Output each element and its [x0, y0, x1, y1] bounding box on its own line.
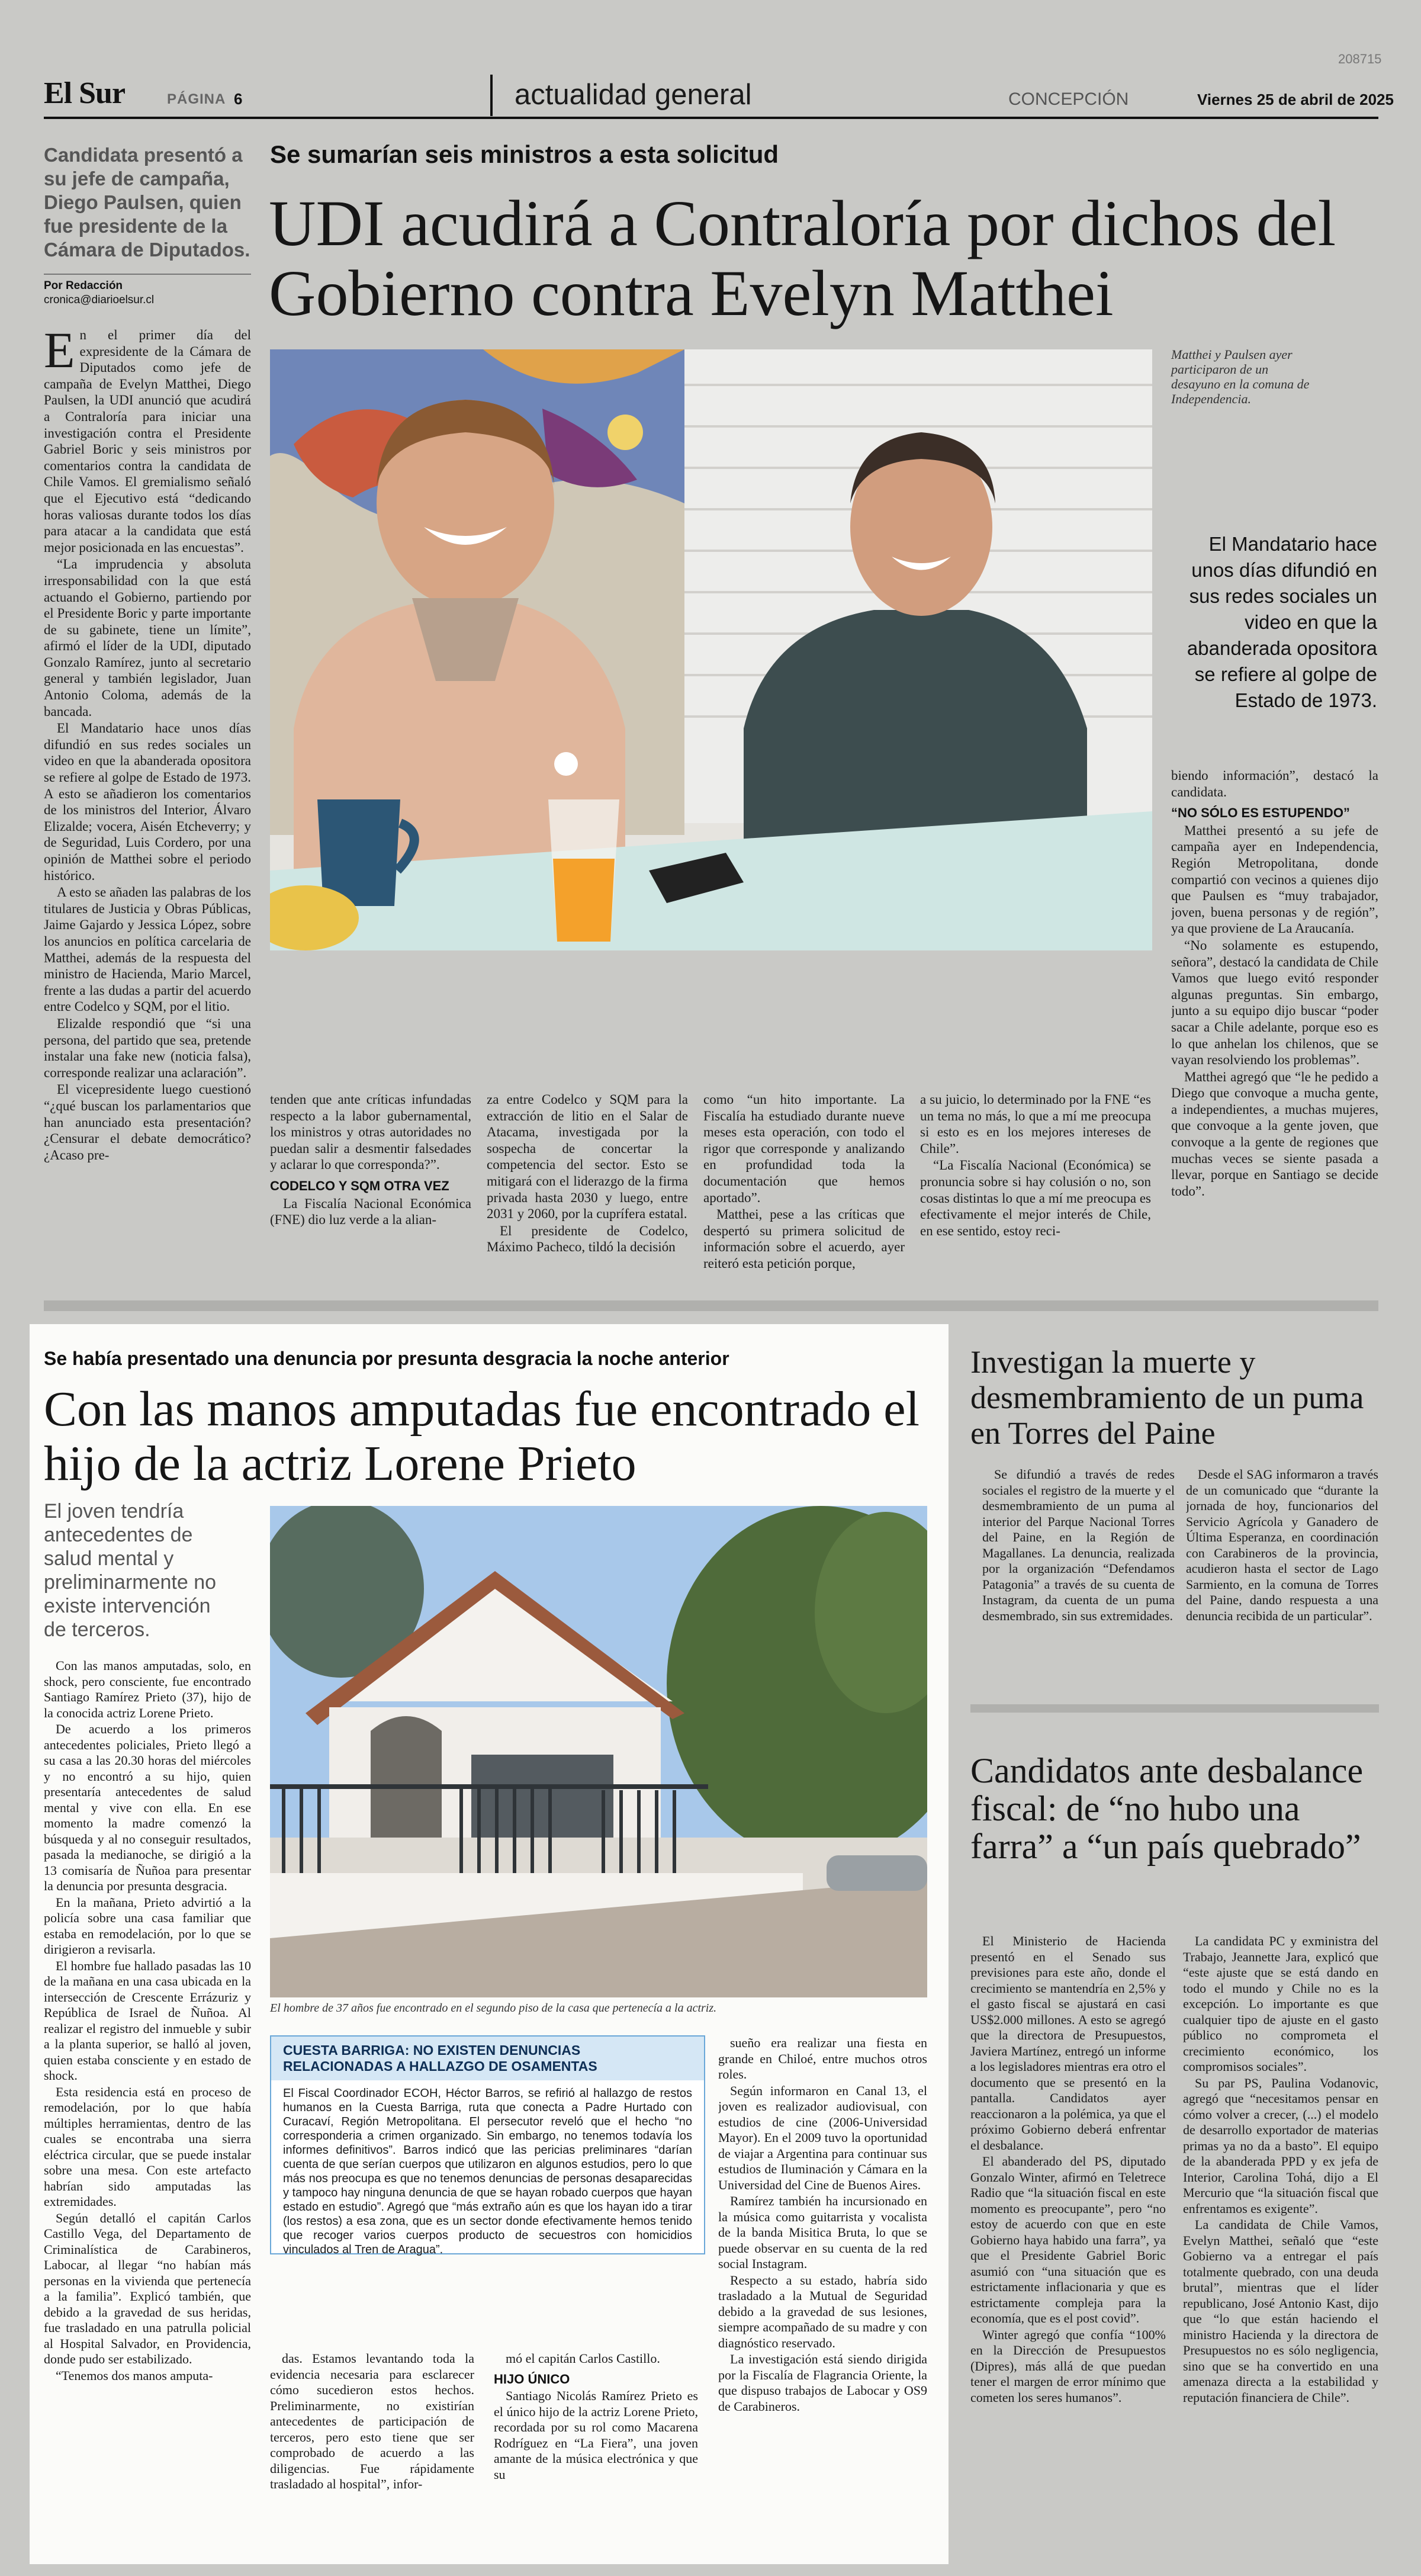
- paragraph: “No solamente es estupendo, señora”, destacó la candidata de Chile Vamos que luego evitó responder algunas preguntas. Sin embargo, junto a su equipo dijo buscar “poder sacar a Chile adelante, porque eso es lo que anhelan los chilenos, que se vayan resolviendo los problemas”.: [1171, 937, 1378, 1068]
- paragraph: Matthei agregó que “le he pedido a Diego que convoque a mucha gente, a independientes, a muchas mujeres, que convoque a la gente joven, que convoque a la gente de regiones que muchas veces se siente pasada a llevar, porque en Santiago se decide todo”.: [1171, 1069, 1378, 1199]
- article1-column-6: [1171, 767, 1378, 1308]
- cuesta-barriga-box: [270, 2035, 705, 2254]
- article4-column-2: [1183, 1933, 1378, 2552]
- matthei-paulsen-photo: [270, 349, 1152, 950]
- paragraph: Esta residencia está en proceso de remodelación, por lo que había múltiples herramientas, dentro de las cuales se encontraba una sierra eléctrica circular, que se puede instalar sobre una mesa. Con este artefacto habrían sido amputadas las extremidades.: [44, 2084, 251, 2209]
- paragraph: El Ministerio de Hacienda presentó en el Senado sus previsiones para este año, donde el crecimiento se mantendría en 2,5% y el gasto fiscal se ajustará en casi US$2.000 millones. A esto se agregó que la directora de Presupuestos, Javiera Martínez, entregó un informe a los legisladores mientras era otro el documento que se presentó en la pantalla. Candidatos ayer reaccionaron a la polémica, ya que el próximo Gobierno deberá enfrentar el desbalance.: [970, 1933, 1166, 2153]
- article3-headline: Investigan la muerte y desmembramiento de un puma en Torres del Paine: [970, 1344, 1364, 1451]
- city: CONCEPCIÓN: [1008, 89, 1129, 109]
- article2-photo-caption: El hombre de 37 años fue encontrado en el segundo piso de la casa que pertenecía a la actriz.: [270, 2002, 717, 2015]
- dropcap: E: [44, 327, 75, 378]
- article4-headline: Candidatos ante desbalance fiscal: de “no hubo una farra” a “un país quebrado”: [970, 1751, 1364, 1866]
- paragraph: El presidente de Codelco, Máximo Pacheco, tildó la decisión: [487, 1223, 688, 1255]
- paragraph: Respecto a su estado, habría sido trasladado a la Mutual de Seguridad debido a la gravedad de sus lesiones, siempre acompañado de su madre y con diagnóstico reservado.: [718, 2272, 927, 2350]
- paragraph: En la mañana, Prieto advirtió a la policía sobre una casa familiar que estaba en remodelación, por lo que se dirigieron a revisarla.: [44, 1894, 251, 1957]
- paper-name: El Sur: [44, 76, 126, 110]
- article1-headline: UDI acudirá a Contraloría por dichos del Gobierno contra Evelyn Matthei: [269, 187, 1336, 329]
- paragraph: Ramírez también ha incursionado en la música como guitarrista y vocalista de la banda Misitica Bruta, lo que se puede observar en su cuenta de la red social Instagram.: [718, 2193, 927, 2271]
- subhead: CODELCO Y SQM OTRA VEZ: [270, 1178, 449, 1193]
- paragraph: “La Fiscalía Nacional (Económica) se pronuncia sobre si hay colusión o no, son cosas distintas lo que a mí me preocupa es efectivamente el mejor interés de Chile, en ese sentido, estoy reci-: [920, 1158, 1151, 1238]
- paragraph: das. Estamos levantando toda la evidencia necesaria para esclarecer cómo sucedieron estos hechos. Preliminarmente, no existirían antecedentes de participación de terceros, pero esto tiene que ser comprobado de acuerdo a las diligencias. Fue rápidamente trasladado al hospital”, infor-: [270, 2351, 474, 2491]
- article3-column-2: [1186, 1467, 1378, 1692]
- article1-pull-quote: El Mandatario hace unos días difundió en sus redes sociales un video en que la abanderada opositora se refiere al golpe de Estado de 1973.: [1187, 533, 1377, 711]
- paragraph: La candidata PC y exministra del Trabajo, Jeannette Jara, explicó que “este ajuste que se está dando en todo el mundo y Chile no es la excepción. Lo importante es que cualquier tipo de ajuste en el gasto público no comprometa el crecimiento económico, los compromisos sociales”.: [1183, 1933, 1378, 2074]
- page-label: PÁGINA: [167, 91, 226, 107]
- paragraph: De acuerdo a los primeros antecedentes policiales, Prieto llegó a su casa a las 20.30 horas del miércoles y no encontró a su hijo, quien presentaría antecedentes de salud mental y vive con ella. En ese momento la madre comenzó la búsqueda y al no conseguir resultados, pasada la medianoche, se dirigió a la 13 comisaría de Ñuñoa para presentar la denuncia por presunta desgracia.: [44, 1721, 251, 1893]
- paragraph: Winter agregó que confía “100% en la Dirección de Presupuestos (Dipres), más allá de que puedan tener el margen de error mínimo que cometen los seres humanos”.: [970, 2327, 1166, 2405]
- paragraph: Desde el SAG informaron a través de un comunicado que “durante la jornada de hoy, funcionarios del Servicio Agrícola y Ganadero de Última Esperanza, en coordinación con Carabineros de la provincia, acudieron hasta el sector de Lago Sarmiento, en la comuna de Torres del Paine, dando respuesta a una denuncia recibida de un particular”.: [1186, 1467, 1378, 1623]
- article2-column-4: [718, 2035, 927, 2552]
- box-title: CUESTA BARRIGA: NO EXISTEN DENUNCIAS RELACIONADAS A HALLAZGO DE OSAMENTAS: [271, 2037, 704, 2080]
- subhead: HIJO ÚNICO: [494, 2371, 570, 2387]
- paragraph: Matthei, pese a las críticas que despertó su primera solicitud de información sobre el acuerdo, ayer reiteró esta petición porque,: [703, 1207, 905, 1271]
- article3-separator: [970, 1704, 1379, 1713]
- subhead: “NO SÓLO ES ESTUPENDO”: [1171, 805, 1350, 821]
- paragraph: El vicepresidente luego cuestionó “¿qué buscan los parlamentarios que han anunciado esta presentación? ¿Censurar el debate democrático? ¿Acaso pre-: [44, 1082, 251, 1162]
- page-number: 6: [234, 90, 243, 108]
- article1-column-5: [920, 1091, 1151, 1308]
- paragraph: sueño era realizar una fiesta en grande en Chiloé, entre muchos otros roles.: [718, 2035, 927, 2082]
- article1-kicker: Se sumarían seis ministros a esta solicitud: [270, 140, 779, 168]
- article2-column-3: [494, 2351, 698, 2552]
- paragraph: Santiago Nicolás Ramírez Prieto es el único hijo de la actriz Lorene Prieto, recordada por su rol como Macarena Rodríguez en “La Fiera”, una joven amante de la música electrónica y que su: [494, 2388, 698, 2482]
- paragraph: La investigación está siendo dirigida por la Fiscalía de Flagrancia Oriente, la que dispuso trabajos de Labocar y OS9 de Carabineros.: [718, 2352, 927, 2414]
- paragraph: Su par PS, Paulina Vodanovic, agregó que “necesitamos pensar en cómo volver a crecer, (...) el modelo de desarrollo exportador de materias primas ya no da a basto”. El equipo de la abanderada PPD y ex jefa de Interior, Carolina Tohá, dijo a El Mercurio que “la situación fiscal que enfrentamos es exigente”.: [1183, 2075, 1378, 2216]
- byline-email: cronica@diarioelsur.cl: [44, 294, 155, 306]
- paragraph: “Tenemos dos manos amputa-: [56, 2368, 213, 2383]
- header-rule: [44, 117, 1378, 119]
- paragraph: A esto se añaden las palabras de los titulares de Justicia y Obras Públicas, Jaime Gajardo y Jessica López, sobre los anuncios en política carcelaria de Matthei, además de la respuesta del ministro de Hacienda, Mario Marcel, frente a las dudas a partir del acuerdo entre Codelco y SQM, por el litio.: [44, 885, 251, 1014]
- paragraph: La Fiscalía Nacional Económica (FNE) dio luz verde a la alian-: [270, 1196, 471, 1228]
- article2-kicker: Se había presentado una denuncia por presunta desgracia la noche anterior: [44, 1348, 729, 1369]
- page-code: 208715: [1338, 52, 1382, 66]
- article2-column-2: [270, 2351, 474, 2552]
- paragraph: Según detalló el capitán Carlos Castillo Vega, del Departamento de Criminalística de Carabineros, Labocar, al llegar “no habían más personas en la vivienda que pertenecía a la familia”. Explicó también, que debido a la gravedad de sus heridas, fue trasladado en una patrulla policial al Hospital Salvador, en Providencia, donde pudo ser estabilizado.: [44, 2210, 251, 2366]
- paragraph: za entre Codelco y SQM para la extracción de litio en el Salar de Atacama, investigada por la sospecha de concertar la competencia del sector. Esto se mitigará con el liderazgo de la firma privada hasta 2030 y luego, entre 2031 y 2060, por la cuprífera estatal.: [487, 1092, 688, 1222]
- paragraph: como “un hito importante. La Fiscalía ha estudiado durante nueve meses esta operación, con todo el rigor que corresponde y analizando en profundidad toda la documentación que hemos aportado”.: [703, 1092, 905, 1205]
- byline: Por Redacción: [44, 280, 123, 292]
- paragraph: tenden que ante críticas infundadas respecto a la labor gubernamental, los ministros y otras autoridades no puedan salir a desmentir falsedades y aclarar lo que corresponda?”.: [270, 1092, 471, 1173]
- section-divider: [490, 75, 493, 116]
- paragraph: biendo información”, destacó la candidata.: [1171, 768, 1378, 799]
- paragraph: El Mandatario hace unos días difundió en sus redes sociales un video en que la abanderada opositora se refiere al golpe de Estado de 1973. A esto se añadieron los comentarios de los ministros del Interior, Álvaro Elizalde; vocera, Aisén Etcheverry; y de Seguridad, Luis Cordero, por una opinión de Matthei sobre el periodo histórico.: [44, 721, 251, 883]
- house-photo: [270, 1506, 927, 1997]
- byline-rule: [44, 274, 251, 275]
- article1-column-3: [487, 1091, 688, 1308]
- article1-sidebar-deck: Candidata presentó a su jefe de campaña, Diego Paulsen, quien fue presidente de la Cámara de Diputados.: [44, 144, 250, 261]
- paragraph: mó el capitán Carlos Castillo.: [506, 2351, 660, 2366]
- paragraph: Con las manos amputadas, solo, en shock, pero consciente, fue encontrado Santiago Ramírez Prieto (37), hijo de la conocida actriz Lorene Prieto.: [44, 1658, 251, 1720]
- paragraph: La candidata de Chile Vamos, Evelyn Matthei, señaló que “este Gobierno va a entregar el país totalmente quebrado, con una deuda brutal”, mientras que el líder republicano, José Antonio Kast, dijo que “lo que están haciendo el ministro Hacienda y la directora de Presupuestos no es sólo negligencia, sino que se ha convertido en una amenaza directa a la estabilidad y reputación financiera de Chile”.: [1183, 2217, 1378, 2405]
- section-name: actualidad general: [515, 79, 752, 111]
- box-body: El Fiscal Coordinador ECOH, Héctor Barros, se refirió al hallazgo de restos humanos en la Cuesta Barriga, ruta que conecta a Padre Hurtado con Curacaví, Región Metropolitana. El persecutor reveló que el hecho “no corresponderia a crimen organizado. Sin embargo, no tenemos todavía los informes definitivos”. Barros indicó que las pericias preliminares “darían cuenta de que serían cuerpos que utilizaron en algunos estudios, pero lo que más nos preocupa es que no tenemos denuncias de personas desaparecidas y tampoco hay ninguna denuncia de que se hayan robado cuerpos que hayan estado en estudio”. Agregó que “más extraño aún es que los hayan ido a tirar (los restos) a esa zona, que es un sector donde efectivamente hemos tenido que recoger varios cuerpos producto de secuestros con homicidios vinculados al Tren de Aragua”.: [283, 2087, 692, 2256]
- paragraph: “La imprudencia y absoluta irresponsabilidad con la que está actuando el Gobierno, partiendo por el Presidente Boric y parte importante de su gabinete, tiene un límite”, afirmó el líder de la UDI, diputado Gonzalo Ramírez, junto al secretario general y también legislador, Juan Antonio Coloma, además de la bancada.: [44, 557, 251, 719]
- article1-photo-caption: Matthei y Paulsen ayer participaron de un desayuno en la comuna de Independencia.: [1171, 347, 1310, 406]
- article1-column-4: [703, 1091, 905, 1308]
- paragraph: a su juicio, lo determinado por la FNE “es un tema no más, lo que a mí me preocupa si esto es en los mejores intereses de Chile”.: [920, 1092, 1151, 1156]
- paragraph: El abanderado del PS, diputado Gonzalo Winter, afirmó en Teletrece Radio que “la situación fiscal en este momento es preocupante”, pero “no estoy de acuerdo con que en este Gobierno haya habido una farra”, ya que el Presidente Gabriel Boric asumió con “una situación que es estrictamente inflacionaria y que es estrictamente compleja para la economía, que es el post covid”.: [970, 2154, 1166, 2326]
- paragraph: Matthei presentó a su jefe de campaña ayer en Independencia, Región Metropolitana, donde compartió con vecinos a quienes dijo que Paulsen es “muy trabajador, joven, buena personas y de región”, ya que proviene de La Araucanía.: [1171, 823, 1378, 936]
- article2-deck: El joven tendría antecedentes de salud mental y preliminarmente no existe intervención de terceros.: [44, 1500, 217, 1641]
- article1-column-2: [270, 1091, 471, 1308]
- article2-column-1: [44, 1658, 251, 2552]
- paragraph: Según informaron en Canal 13, el joven es realizador audiovisual, con estudios de cine (2006-Universidad Mayor). En el 2009 tuvo la oportunidad de viajar a Argentina para continuar sus estudios de Iluminación y Cámara en la Universidad del Cine de Buenos Aires.: [718, 2083, 927, 2192]
- paragraph: n el primer día del expresidente de la Cámara de Diputados como jefe de campaña de Evelyn Matthei, Diego Paulsen, la UDI anunció que acudirá a Contraloría para iniciar una investigación contra el Presidente Gabriel Boric y seis ministros por comentarios contra la candidata de Chile Vamos. El gremialismo señaló que el Ejecutivo está “dedicando horas valiosas durante todos los días para atacar a la candidata que está mejor posicionada en las encuestas”.: [44, 327, 251, 555]
- paragraph: Elizalde respondió que “si una persona, del partido que sea, pretende instalar una fake new (noticia falsa), corresponde realizar una aclaración”.: [44, 1016, 251, 1080]
- paragraph: El hombre fue hallado pasadas las 10 de la mañana en una casa ubicada en la intersección de Crescente Errázuriz y República de Israel de Ñuñoa. Al realizar el registro del inmueble y subir a la planta superior, se halló al joven, quien estaba consciente y en estado de shock.: [44, 1958, 251, 2083]
- section-separator: [44, 1300, 1378, 1311]
- article3-column-1: [982, 1467, 1175, 1692]
- article2-headline: Con las manos amputadas fue encontrado el hijo de la actriz Lorene Prieto: [44, 1382, 920, 1491]
- date: Viernes 25 de abril de 2025: [1197, 91, 1394, 108]
- paragraph: Se difundió a través de redes sociales el registro de la muerte y el desmembramiento de un puma al interior del Parque Nacional Torres del Paine, en la Región de Magallanes. La denuncia, realizada por la organización “Defendamos Patagonia” a través de su cuenta de Instagram, da cuenta de un puma desmembrado, sin sus extremidades.: [982, 1467, 1175, 1623]
- article4-column-1: [970, 1933, 1166, 2552]
- article1-column-1: [44, 327, 251, 1307]
